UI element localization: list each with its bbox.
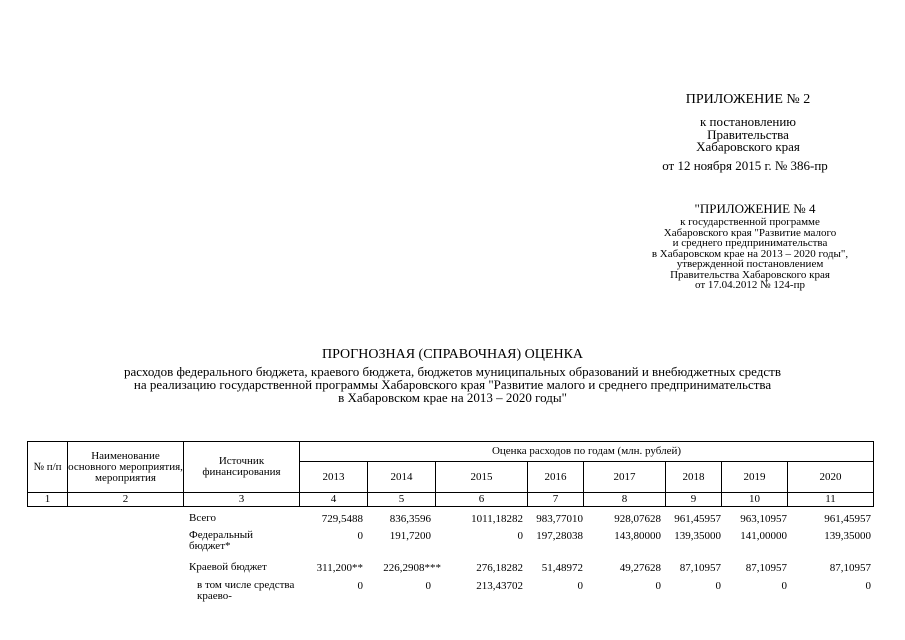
value-cell: 0 — [715, 580, 721, 592]
header-activity-name: Наименование основного мероприятия, мероприятия — [68, 442, 184, 493]
appendix-4-line: и среднего предпринимательства — [672, 237, 828, 249]
value-cell: 961,45957 — [824, 513, 871, 525]
value-cell: 87,10957 — [829, 562, 871, 574]
value-cell: 0 — [577, 580, 583, 592]
header-year: 2016 — [528, 462, 584, 493]
appendix-4-title: "ПРИЛОЖЕНИЕ № 4 — [694, 201, 816, 216]
header-year: 2015 — [436, 462, 528, 493]
appendix-2-line: Хабаровского края — [696, 139, 800, 154]
header-estimate: Оценка расходов по годам (млн. рублей) — [300, 442, 874, 462]
row-label: в том числе средства краево- — [197, 579, 295, 602]
column-index: 2 — [68, 493, 184, 507]
value-cell: 0 — [357, 530, 363, 542]
header-funding-source: Источник финансирования — [184, 442, 300, 493]
appendix-2-title: ПРИЛОЖЕНИЕ № 2 — [685, 92, 811, 107]
value-cell: 191,7200 — [389, 530, 431, 542]
appendix-4-line: Правительства Хабаровского края — [670, 268, 830, 281]
appendix-4-reference — [600, 217, 900, 291]
value-cell: 141,00000 — [740, 530, 787, 542]
column-index: 6 — [436, 493, 528, 507]
value-cell: 226,2908*** — [383, 562, 441, 574]
column-index: 4 — [300, 493, 368, 507]
estimate-table-header — [27, 441, 874, 507]
value-cell: 0 — [517, 530, 523, 542]
appendix-4-line: от 17.04.2012 № 124-пр — [695, 279, 805, 291]
row-label: Всего — [189, 512, 216, 524]
document-subtitle — [0, 365, 905, 404]
header-year: 2019 — [722, 462, 788, 493]
value-cell: 143,80000 — [614, 530, 661, 542]
subtitle-line: в Хабаровском крае на 2013 – 2020 годы" — [338, 390, 567, 405]
value-cell: 87,10957 — [679, 562, 721, 574]
column-index: 5 — [368, 493, 436, 507]
value-cell: 49,27628 — [619, 562, 661, 574]
header-year: 2013 — [300, 462, 368, 493]
appendix-4-line: к государственной программе — [680, 216, 820, 228]
header-year: 2020 — [788, 462, 874, 493]
value-cell: 0 — [655, 580, 661, 592]
column-index: 7 — [528, 493, 584, 507]
value-cell: 139,35000 — [824, 530, 871, 542]
column-index: 9 — [666, 493, 722, 507]
value-cell: 276,18282 — [476, 562, 523, 574]
value-cell: 0 — [865, 580, 871, 592]
value-cell: 87,10957 — [745, 562, 787, 574]
header-year: 2014 — [368, 462, 436, 493]
header-year: 2018 — [666, 462, 722, 493]
value-cell: 729,5488 — [321, 513, 363, 525]
value-cell: 0 — [357, 580, 363, 592]
subtitle-line: расходов федерального бюджета, краевого бюджета, бюджетов муниципальных образований и внебюджетных средств — [124, 364, 781, 379]
value-cell: 311,200** — [316, 562, 363, 574]
value-cell: 836,3596 — [389, 513, 431, 525]
value-cell: 983,77010 — [536, 513, 583, 525]
appendix-2-reference — [668, 116, 828, 154]
value-cell: 139,35000 — [674, 530, 721, 542]
value-cell: 197,28038 — [536, 530, 583, 542]
appendix-2-line: Правительства — [707, 126, 789, 142]
value-cell: 0 — [425, 580, 431, 592]
value-cell: 963,10957 — [740, 513, 787, 525]
document-title: ПРОГНОЗНАЯ (СПРАВОЧНАЯ) ОЦЕНКА — [321, 347, 584, 362]
column-index: 3 — [184, 493, 300, 507]
value-cell: 51,48972 — [541, 562, 583, 574]
appendix-4-line: в Хабаровском крае на 2013 – 2020 годы", — [651, 247, 849, 260]
column-index: 10 — [722, 493, 788, 507]
value-cell: 928,07628 — [614, 513, 661, 525]
column-index: 8 — [584, 493, 666, 507]
appendix-4-line: утвержденной постановлением — [676, 258, 824, 270]
row-label: Федеральный бюджет* — [189, 529, 254, 552]
appendix-2-line: к постановлению — [699, 114, 797, 129]
subtitle-line: на реализацию государственной программы Хабаровского края "Развитие малого и среднего предпринимательства — [133, 377, 772, 392]
column-index: 1 — [28, 493, 68, 507]
value-cell: 1011,18282 — [471, 513, 523, 525]
column-index: 11 — [788, 493, 874, 507]
value-cell: 0 — [781, 580, 787, 592]
header-number: № п/п — [28, 442, 68, 493]
header-year: 2017 — [584, 462, 666, 493]
value-cell: 961,45957 — [674, 513, 721, 525]
value-cell: 213,43702 — [476, 580, 523, 592]
row-label: Краевой бюджет — [189, 561, 267, 573]
appendix-4-line: Хабаровского края "Развитие малого — [663, 226, 837, 239]
appendix-2-date: от 12 ноября 2015 г. № 386-пр — [662, 158, 828, 173]
